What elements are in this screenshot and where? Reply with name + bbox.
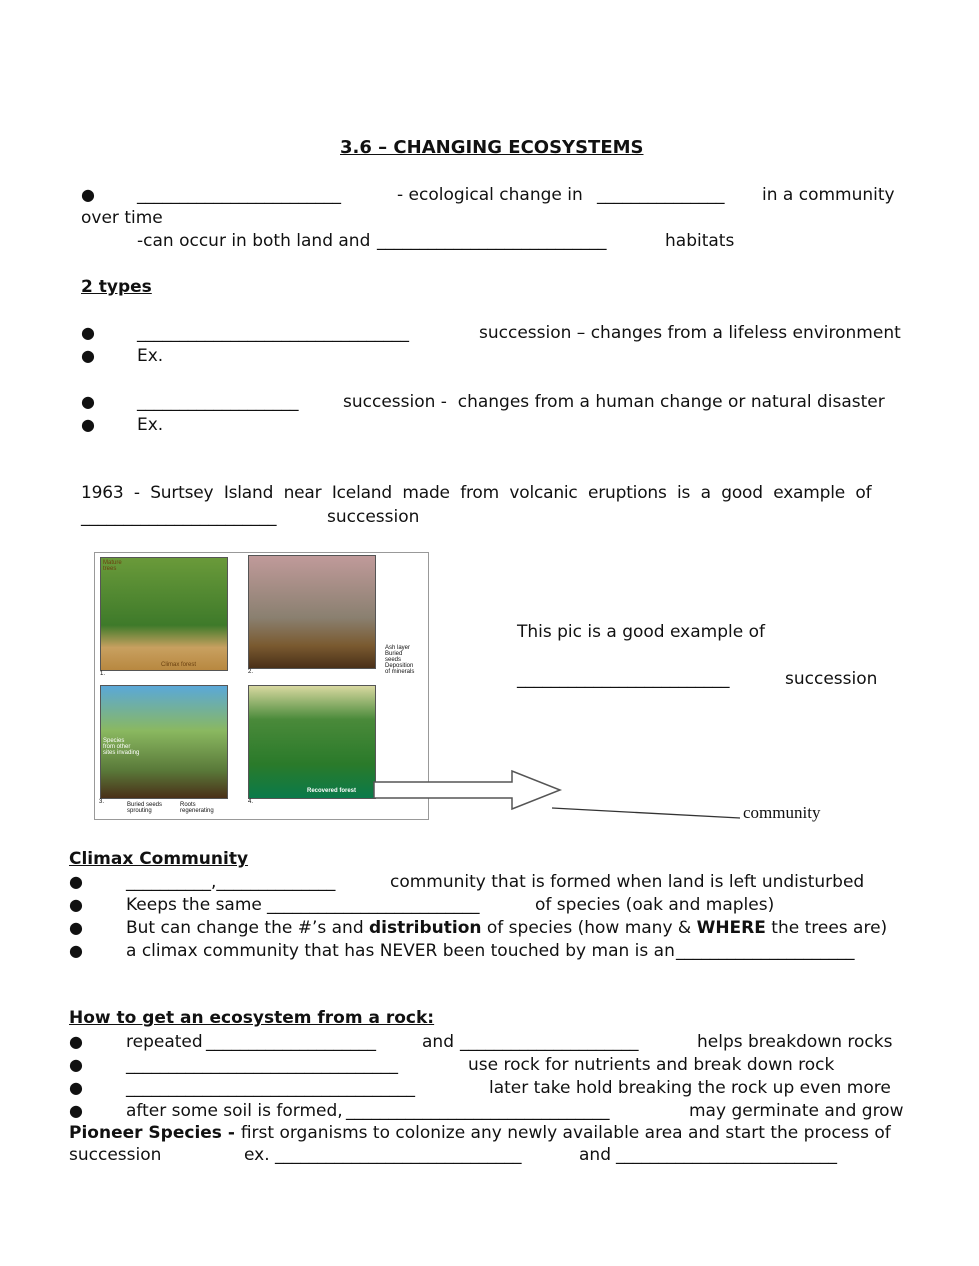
bullet: ● bbox=[69, 1078, 83, 1097]
blank: _______________________ bbox=[81, 507, 277, 527]
blank: __________,______________ bbox=[126, 872, 336, 892]
text: succession – changes from a lifeless environment bbox=[479, 323, 901, 343]
text: of species (oak and maples) bbox=[535, 895, 775, 915]
bullet: ● bbox=[69, 918, 83, 937]
bullet: ● bbox=[81, 346, 95, 365]
climax-heading: Climax Community bbox=[69, 849, 249, 869]
text: 1963 - Surtsey Island near Iceland made from volcanic eruptions is a good example of bbox=[81, 483, 872, 503]
text: distribution bbox=[369, 918, 482, 938]
label: Buried seeds bbox=[385, 651, 403, 663]
label: Recovered forest bbox=[307, 788, 357, 794]
panel-climax-forest bbox=[100, 557, 228, 671]
label: Roots regenerating bbox=[180, 802, 214, 814]
blank: ________________________ bbox=[137, 185, 341, 205]
types-heading: 2 types bbox=[81, 277, 152, 297]
blank-line bbox=[550, 805, 745, 821]
text: first organisms to colonize any newly available area and start the process of bbox=[240, 1123, 891, 1143]
blank: _________________________ bbox=[517, 669, 730, 689]
text bbox=[126, 917, 887, 939]
label: Deposition of minerals bbox=[385, 663, 415, 675]
text: succession bbox=[69, 1145, 162, 1165]
arrow-icon bbox=[370, 768, 570, 813]
bullet: ● bbox=[69, 895, 83, 914]
label: Climax forest bbox=[161, 662, 197, 668]
blank: ____________________ bbox=[206, 1032, 376, 1052]
text: repeated bbox=[126, 1032, 203, 1052]
blank: ___________________ bbox=[137, 392, 299, 412]
bullet: ● bbox=[81, 392, 95, 411]
blank: _______________________________ bbox=[346, 1101, 610, 1121]
page-title: 3.6 – CHANGING ECOSYSTEMS bbox=[340, 137, 644, 158]
text: later take hold breaking the rock up even more bbox=[489, 1078, 891, 1098]
bullet: ● bbox=[69, 872, 83, 891]
blank: ________________________________ bbox=[137, 323, 409, 343]
text: Ex. bbox=[137, 415, 164, 435]
text: community that is formed when land is left undisturbed bbox=[390, 872, 865, 892]
text: Ex. bbox=[137, 346, 164, 366]
label: 3. bbox=[99, 799, 105, 805]
text: -can occur in both land and bbox=[137, 231, 371, 251]
bullet: ● bbox=[81, 185, 95, 204]
bullet: ● bbox=[69, 941, 83, 960]
panel-recovered-forest bbox=[248, 685, 376, 799]
text: may germinate and grow bbox=[689, 1101, 904, 1121]
blank: _____________________ bbox=[460, 1032, 639, 1052]
blank: __________________________________ bbox=[126, 1078, 415, 1098]
label: Mature trees bbox=[103, 560, 122, 572]
text: and bbox=[579, 1145, 611, 1165]
text: in a community bbox=[762, 185, 895, 205]
text: But can change the #’s and bbox=[126, 918, 370, 938]
label: 1. bbox=[100, 671, 106, 677]
text: use rock for nutrients and break down rock bbox=[468, 1055, 835, 1075]
text: succession bbox=[785, 669, 878, 689]
blank: _____________________________ bbox=[275, 1145, 522, 1165]
rock-heading: How to get an ecosystem from a rock: bbox=[69, 1008, 435, 1028]
text: habitats bbox=[665, 231, 735, 251]
bullet: ● bbox=[81, 415, 95, 434]
bullet: ● bbox=[81, 323, 95, 342]
text: and bbox=[422, 1032, 454, 1052]
text: ex. bbox=[244, 1145, 270, 1165]
text: - ecological change in bbox=[397, 185, 583, 205]
bullet: ● bbox=[69, 1055, 83, 1074]
text: community bbox=[743, 803, 821, 822]
label: Species from other sites invading bbox=[103, 738, 140, 756]
text: This pic is a good example of bbox=[517, 622, 765, 642]
text: of species (how many & bbox=[481, 918, 697, 938]
blank: __________________________ bbox=[616, 1145, 837, 1165]
text: succession bbox=[327, 507, 420, 527]
text: helps breakdown rocks bbox=[697, 1032, 893, 1052]
text: a climax community that has NEVER been touched by man is an bbox=[126, 941, 675, 961]
label: Buried seeds sprouting bbox=[127, 802, 163, 814]
text: succession - changes from a human change or natural disaster bbox=[343, 392, 885, 412]
blank: _____________________ bbox=[676, 941, 855, 961]
label: 4. bbox=[248, 799, 254, 805]
text: WHERE bbox=[696, 918, 766, 938]
label: Ash layer bbox=[385, 645, 411, 651]
pioneer-label: Pioneer Species - bbox=[69, 1123, 241, 1143]
text: over time bbox=[81, 208, 163, 228]
text: Keeps the same bbox=[126, 895, 262, 915]
bullet: ● bbox=[69, 1101, 83, 1120]
text: the trees are) bbox=[765, 918, 888, 938]
blank: ________________________________ bbox=[126, 1055, 398, 1075]
blank: _______________ bbox=[597, 185, 725, 205]
blank: ___________________________ bbox=[377, 231, 607, 251]
text bbox=[69, 1122, 891, 1144]
label: 2. bbox=[248, 669, 254, 675]
panel-fire bbox=[248, 555, 376, 669]
panel-regrowth bbox=[100, 685, 228, 799]
text: after some soil is formed, bbox=[126, 1101, 343, 1121]
bullet: ● bbox=[69, 1032, 83, 1051]
blank: _________________________ bbox=[267, 895, 480, 915]
